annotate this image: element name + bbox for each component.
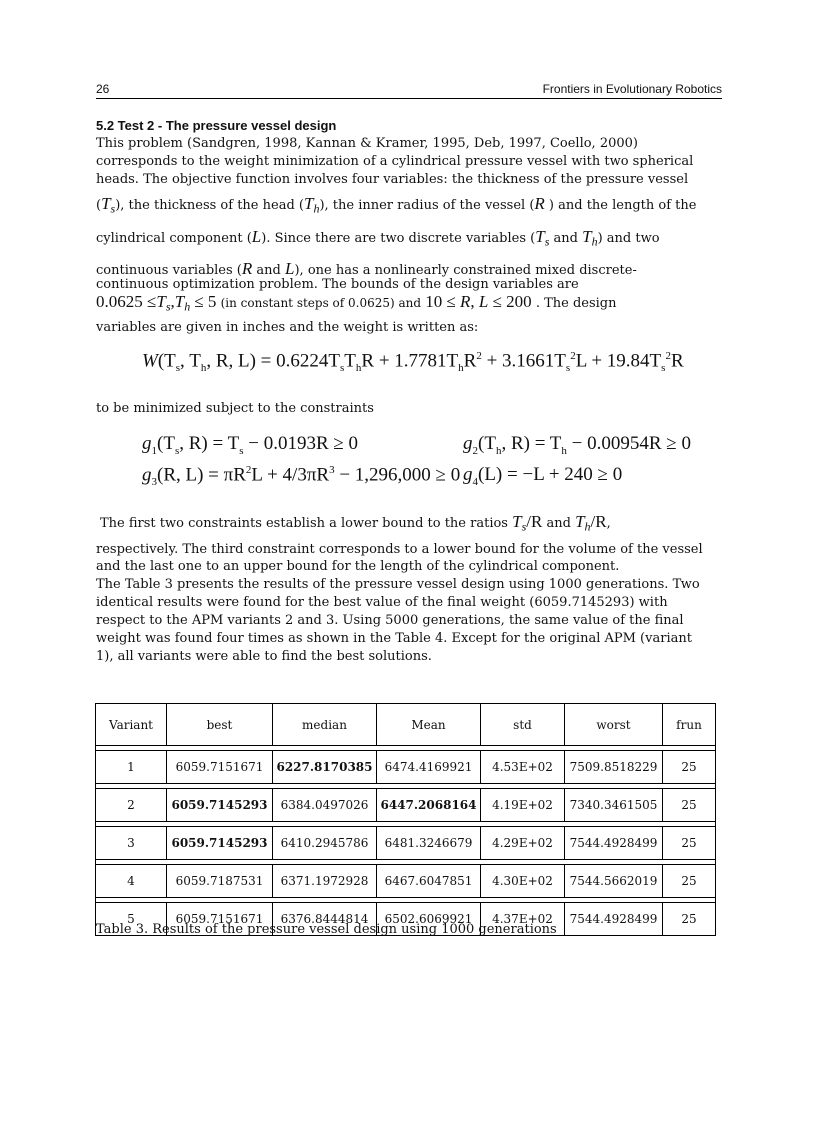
- cell: 6059.7145293: [167, 827, 273, 860]
- cell: 6447.2068164: [377, 789, 481, 822]
- cell: 3: [96, 827, 167, 860]
- cell: 1: [96, 751, 167, 784]
- section-title: 5.2 Test 2 - The pressure vessel design: [96, 118, 337, 133]
- constraint-g4: $g_4(L) = -L + 240 \ge 0$: [463, 464, 623, 488]
- cell: 7544.4928499: [565, 827, 663, 860]
- para2: to be minimized subject to the constraints: [96, 401, 374, 416]
- para1-line6: continuous variables (R and L), one has a nonlinearly constrained mixed discrete-: [96, 259, 637, 278]
- header-frun: frun: [663, 704, 716, 746]
- constraint-g1: $g_1(T_s$, $R) = T_s - 0.0193R \ge 0$: [142, 433, 359, 457]
- cell: 7544.5662019: [565, 865, 663, 898]
- para3-line1: The first two constraints establish a lower bound to the ratios $T_s/R$ and $T_h/R$,: [100, 512, 611, 534]
- cell: 6059.7151671: [167, 751, 273, 784]
- cell: 5: [96, 903, 167, 936]
- table-row: [96, 865, 716, 898]
- cell: 4.37E+02: [481, 903, 565, 936]
- table-row: [96, 827, 716, 860]
- cell: 25: [663, 751, 716, 784]
- cell: 6384.0497026: [273, 789, 377, 822]
- cell: 7340.3461505: [565, 789, 663, 822]
- cell: 6371.1972928: [273, 865, 377, 898]
- header-mean: Mean: [377, 704, 481, 746]
- cell: 4.53E+02: [481, 751, 565, 784]
- para1-line2: corresponds to the weight minimization of a cylindrical pressure vessel with two spherical: [96, 154, 694, 169]
- cell: 4.29E+02: [481, 827, 565, 860]
- header-variant: Variant: [96, 704, 167, 746]
- table-caption: Table 3. Results of the pressure vessel design using 1000 generations: [96, 922, 557, 937]
- cell: 6502.6069921: [377, 903, 481, 936]
- para4-line1: The Table 3 presents the results of the pressure vessel design using 1000 generations. Two: [96, 577, 700, 592]
- cell: 25: [663, 827, 716, 860]
- para1-line1: This problem (Sandgren, 1998, Kannan & Kramer, 1995, Deb, 1997, Coello, 2000): [96, 136, 638, 151]
- header-rule: [96, 98, 722, 99]
- cell: 25: [663, 865, 716, 898]
- cell: 6059.7151671: [167, 903, 273, 936]
- results-table: [95, 703, 716, 936]
- cell: 6481.3246679: [377, 827, 481, 860]
- para1-line3: heads. The objective function involves four variables: the thickness of the pressure vessel: [96, 172, 689, 187]
- para1-line7: continuous optimization problem. The bounds of the design variables are: [96, 277, 579, 292]
- book-title: Frontiers in Evolutionary Robotics: [542, 82, 722, 96]
- para4-line4: weight was found four times as shown in the Table 4. Except for the original APM (variant: [96, 631, 692, 646]
- cell: 7544.4928499: [565, 903, 663, 936]
- cell: 6227.8170385: [273, 751, 377, 784]
- page-number: 26: [96, 82, 110, 96]
- para1-line9: variables are given in inches and the weight is written as:: [96, 320, 479, 335]
- para3-line3: and the last one to an upper bound for the length of the cylindrical component.: [96, 559, 620, 574]
- cell: 6376.8444814: [273, 903, 377, 936]
- para4-line3: respect to the APM variants 2 and 3. Using 5000 generations, the same value of the final: [96, 613, 684, 628]
- cell: 6410.2945786: [273, 827, 377, 860]
- header-best: best: [167, 704, 273, 746]
- cell: 4.30E+02: [481, 865, 565, 898]
- objective-equation: $W(T_s$, $T_h$, R, $L) = 0.6224T_sT_hR + 1.7781T_hR^2 + 3.1661T_s^2L + 19.84T_s^2R$: [142, 350, 684, 375]
- para3-line2: respectively. The third constraint corresponds to a lower bound for the volume of the vessel: [96, 542, 703, 557]
- cell: 2: [96, 789, 167, 822]
- table-row: [96, 789, 716, 822]
- cell: 6059.7187531: [167, 865, 273, 898]
- para1-line8: $0.0625 \le T_s,T_h \le 5$ (in constant steps of 0.0625) and 10 ≤ R, L ≤ 200 . The design: [96, 292, 617, 314]
- para1-line4: $(T_s)$, the thickness of the head $(T_h)$, the inner radius of the vessel (R ) and the length of the: [96, 194, 697, 216]
- cell: 25: [663, 903, 716, 936]
- cell: 6059.7145293: [167, 789, 273, 822]
- header-worst: worst: [565, 704, 663, 746]
- cell: 4: [96, 865, 167, 898]
- header-median: median: [273, 704, 377, 746]
- header-std: std: [481, 704, 565, 746]
- cell: 4.19E+02: [481, 789, 565, 822]
- table-row: [96, 751, 716, 784]
- table-header-row: [96, 704, 716, 746]
- constraint-g2: $g_2(T_h$, $R) = T_h - 0.00954R \ge 0$: [463, 433, 691, 457]
- constraint-g3: $g_3(R$, $L) = \pi R^2L + 4/3\pi R^3 - 1,296,000 \ge 0$: [142, 464, 461, 489]
- para4-line2: identical results were found for the best value of the final weight (6059.7145293) with: [96, 595, 668, 610]
- cell: 6467.6047851: [377, 865, 481, 898]
- para1-line5: cylindrical component (L). Since there are two discrete variables ($T_s$ and $T_h$) and two: [96, 227, 660, 249]
- cell: 6474.4169921: [377, 751, 481, 784]
- para4-line5: 1), all variants were able to find the best solutions.: [96, 649, 432, 664]
- cell: 25: [663, 789, 716, 822]
- cell: 7509.8518229: [565, 751, 663, 784]
- page-header: [96, 82, 722, 98]
